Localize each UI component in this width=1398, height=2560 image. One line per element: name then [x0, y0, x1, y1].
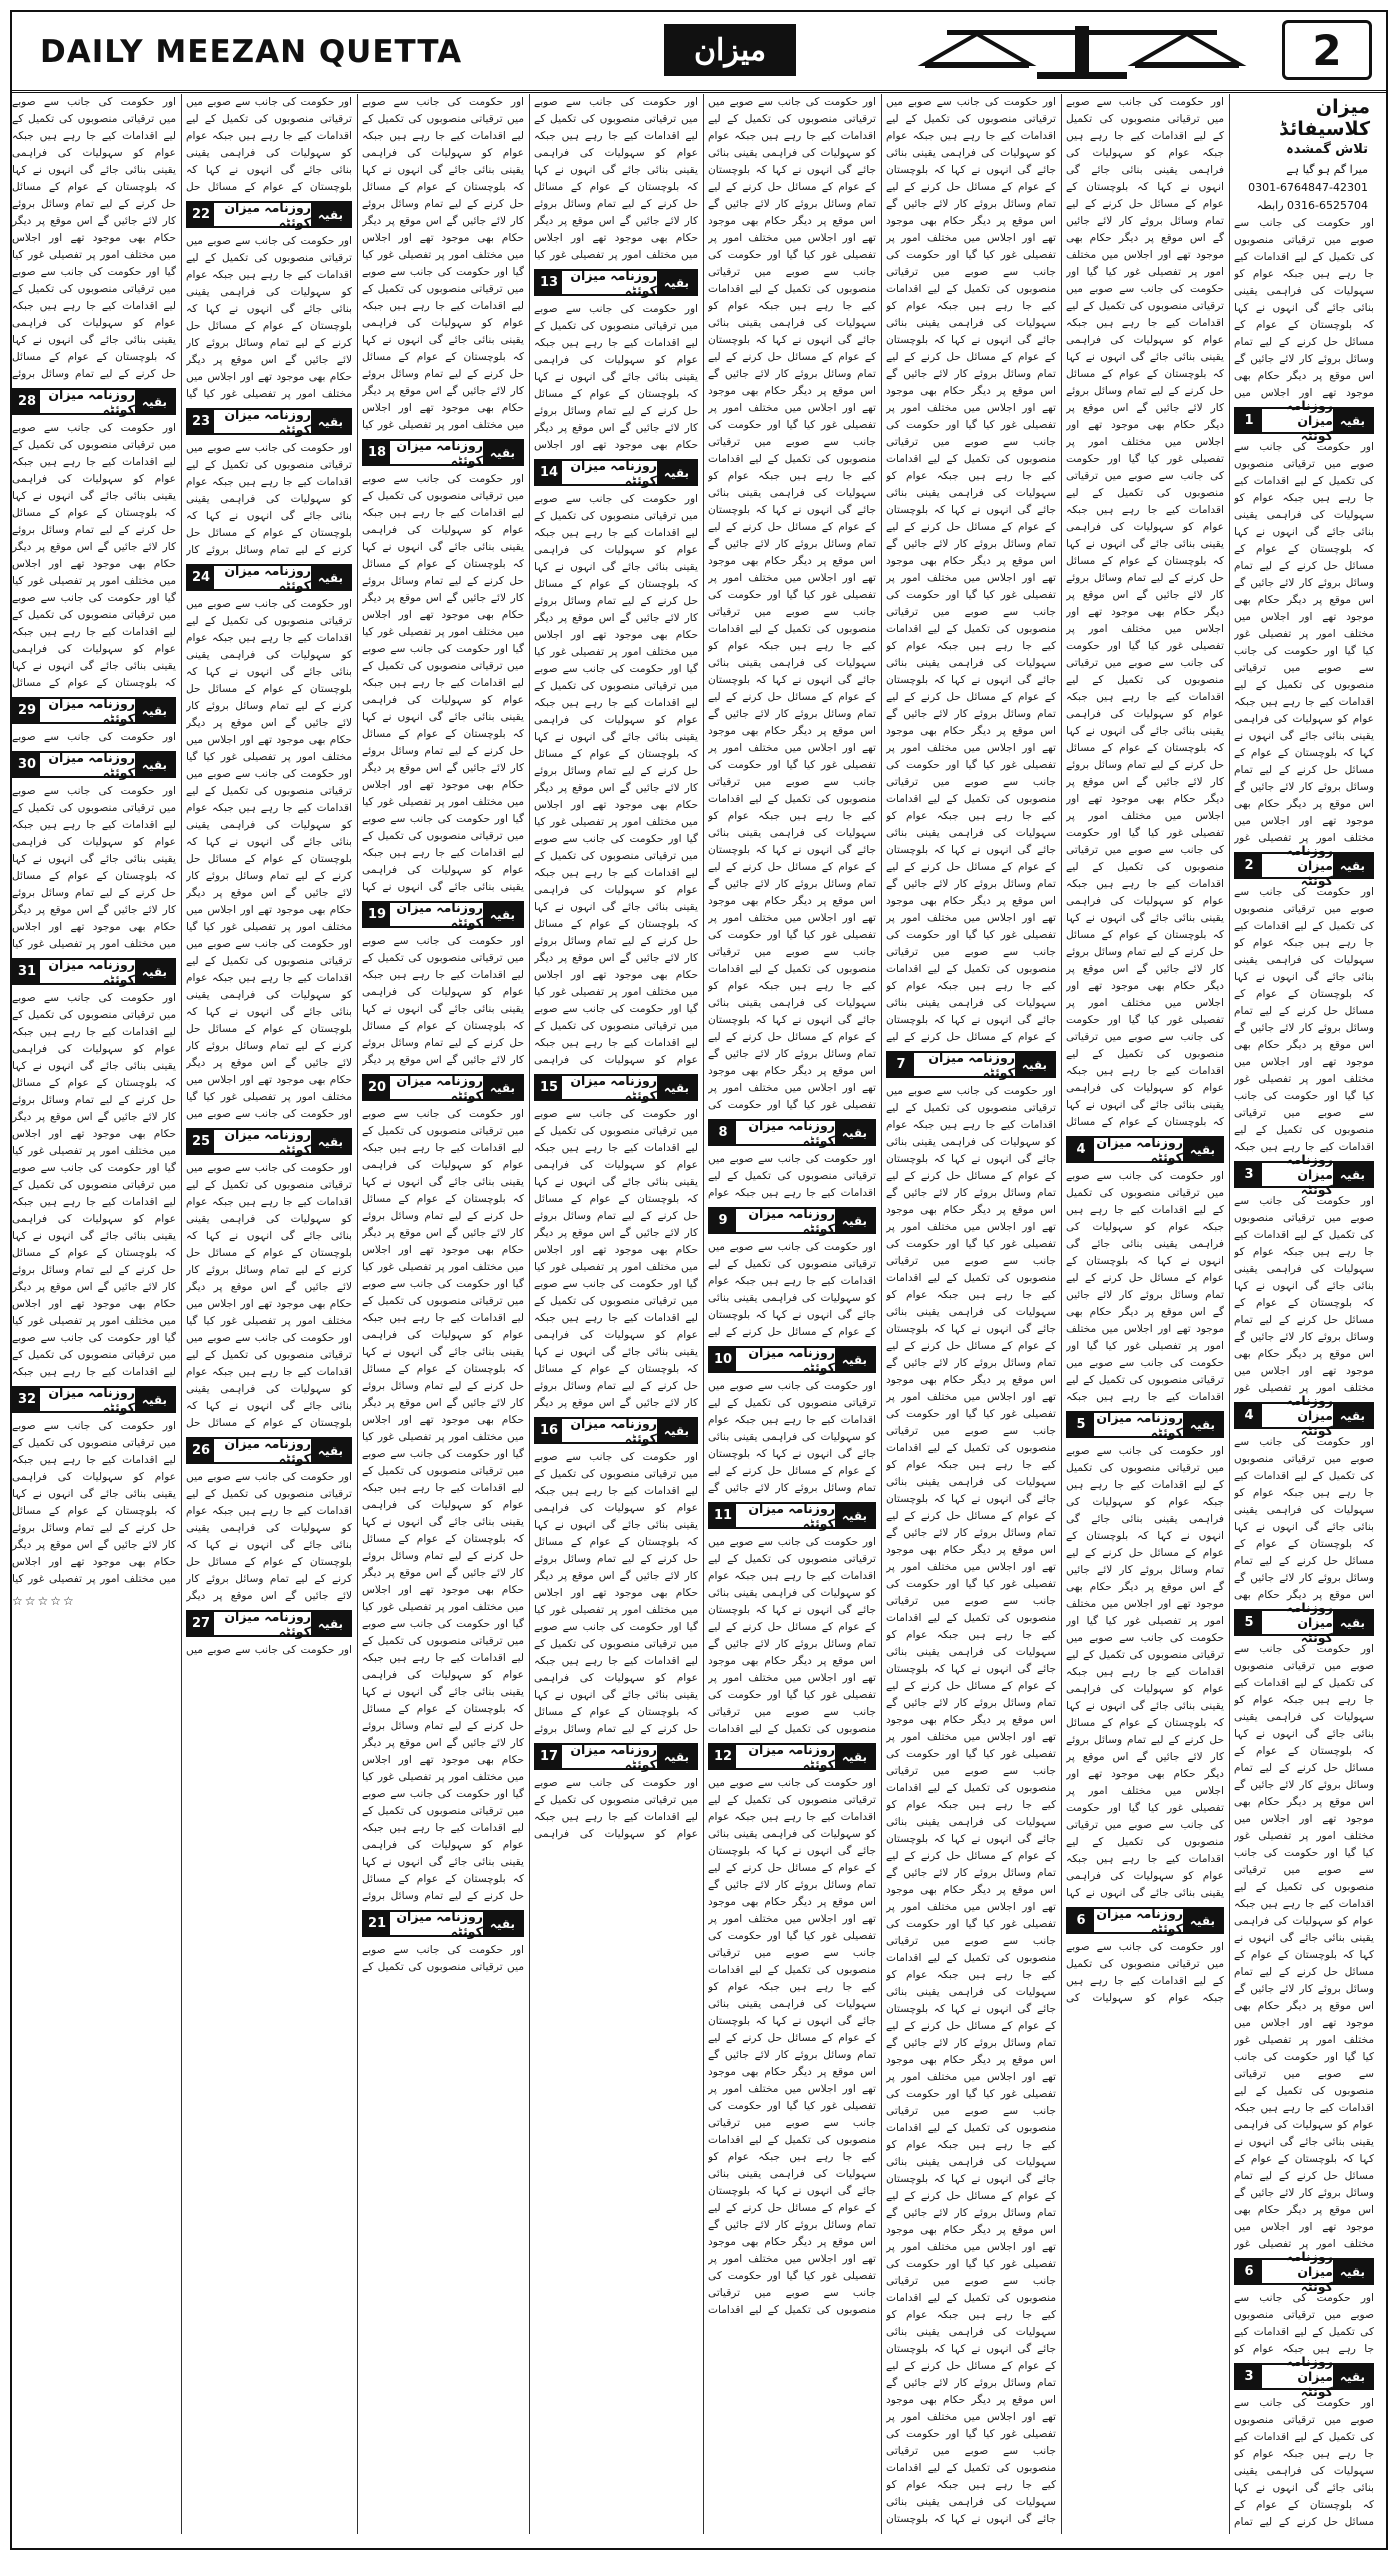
continued-label: بقیہ — [657, 1745, 696, 1768]
continued-label: بقیہ — [835, 1504, 874, 1527]
article-text: اور حکومت کی جانب سے صوبے میں ترقیاتی منصوبوں کی تکمیل کے لیے اقدامات کیے جا رہے ہیں جبکہ عوام کو سہولیات کی فراہمی یقینی بنائی جائے گی انہوں نے کہا کہ بلوچستان کے عوام کے مسائل حل کرنے کے لیے تمام وسائل بروئے کار لائے جائیں گے اس موقع پر دیگر حکام بھی موجود تھے اور اجلاس میں مختلف امور پر تفصیلی غور کیا — [12, 1420, 176, 1585]
continued-number: 10 — [710, 1348, 736, 1371]
continued-label: بقیہ — [1333, 854, 1372, 877]
continued-number: 17 — [536, 1745, 562, 1768]
article-text: اور حکومت کی جانب سے صوبے میں ترقیاتی منصوبوں کی تکمیل کے لیے اقدامات کیے جا رہے ہیں جبکہ عوام کو سہولیات کی فراہمی یقینی بنائی جائے گی انہوں نے کہا کہ بلوچستان کے عوام کے مسائل حل کرنے کے لیے تمام وسائل بروئے کار لائے جائیں گے اس موقع پر دیگر حکام بھی موجود تھے اور اجلاس میں — [1234, 217, 1374, 399]
continued-paper-name: روزنامہ میزان کوئٹہ — [48, 956, 135, 987]
continued-header — [12, 697, 176, 724]
continued-paper-name: روزنامہ میزان کوئٹہ — [224, 1435, 311, 1466]
continued-label: بقیہ — [1333, 2365, 1372, 2388]
article-text: اور حکومت کی جانب سے صوبے میں ترقیاتی منصوبوں کی تکمیل کے لیے اقدامات کیے جا رہے ہیں جبکہ عوام کو سہولیات کی فراہمی یقینی بنائی جائے گی انہوں نے کہا کہ بلوچستان کے عوام کے مسائل حل کرنے کے لیے تمام وسائل بروئے کار لائے جائیں گے اس موقع پر دیگر حکام بھی موجود تھے اور اجلاس میں مختلف امور پر تفصیلی غور — [1234, 1195, 1374, 1394]
continued-header — [708, 1743, 876, 1770]
continued-label: بقیہ — [311, 1130, 350, 1153]
continued-number: 1 — [1236, 409, 1262, 432]
continued-number: 18 — [364, 441, 390, 464]
continued-label: بقیہ — [1333, 1404, 1372, 1427]
article-text: اور حکومت کی جانب سے صوبے میں ترقیاتی منصوبوں کی تکمیل کے لیے اقدامات کیے جا رہے ہیں جبکہ عوام کو — [1234, 2292, 1374, 2355]
article-text: اور حکومت کی جانب سے صوبے میں ترقیاتی منصوبوں کی تکمیل کے لیے اقدامات کیے جا رہے ہیں جبکہ عوام کو سہولیات کی فراہمی یقینی بنائی جائے گی انہوں نے کہا کہ بلوچستان کے عوام کے مسائل حل کرنے کے لیے تمام وسائل بروئے کار لائے جائیں گے اس موقع پر دیگر حکام بھی موجود تھے اور اجلاس میں مختلف امور پر تفصیلی غور کیا گیا اور حکومت کی جانب سے صوبے میں ترقیاتی منصوبوں کی تکمیل کے لیے اقدامات — [708, 1536, 876, 1735]
continued-label: بقیہ — [1183, 1138, 1222, 1161]
continued-paper-name: روزنامہ میزان کوئٹہ — [396, 1072, 483, 1103]
article-text: اور حکومت کی جانب سے صوبے میں ترقیاتی منصوبوں کی تکمیل کے لیے اقدامات کیے جا رہے ہیں جبکہ عوام کو سہولیات کی فراہمی یقینی بنائی جائے گی انہوں نے کہا کہ بلوچستان کے عوام کے مسائل حل کرنے کے لیے تمام وسائل بروئے کار لائے جائیں گے اس موقع پر دیگر حکام بھی موجود تھے اور اجلاس میں مختلف امور پر تفصیلی غور کیا — [534, 96, 698, 261]
continued-paper-name: روزنامہ میزان کوئٹہ — [1286, 1393, 1333, 1438]
continued-header — [534, 1743, 698, 1770]
continued-label: بقیہ — [657, 271, 696, 294]
news-column-6 — [362, 94, 524, 2534]
continued-label: بقیہ — [657, 1076, 696, 1099]
article-text: اور حکومت کی جانب سے صوبے میں ترقیاتی منصوبوں کی تکمیل کے لیے اقدامات کیے جا رہے ہیں جبکہ عوام کو سہولیات کی فراہمی یقینی بنائی جائے گی انہوں نے کہا کہ بلوچستان کے عوام کے مسائل حل کرنے کے لیے تمام وسائل بروئے کار لائے جائیں گے اس موقع پر دیگر حکام بھی موجود تھے اور اجلاس میں مختلف امور پر تفصیلی غور کیا گیا اور حکومت کی جانب سے صوبے میں ترقیاتی منصوبوں کی تکمیل کے لیے اقدامات کیے جا رہے ہیں جبکہ عوام کو سہولیات کی فراہمی یقینی بنائی جائے گی انہوں نے کہا کہ بلوچستان کے عوام کے مسائل حل کرنے کے لیے تمام وسائل بروئے کار لائے جائیں گے اس موقع پر دیگر حکام بھی موجود تھے اور اجلاس میں مختلف امور پر تفصیلی غور کیا گیا اور حکومت کی جانب سے صوبے میں ترقیاتی منصوبوں کی تکمیل کے لیے اقدامات کیے جا رہے ہیں جبکہ عوام کو سہولیات کی فراہمی یقینی بنائی جائے گی انہوں نے کہا کہ بلوچستان کے عوام کے مسائل حل کرنے کے لیے تمام وسائل بروئے کار لائے جائیں گے اس موقع پر دیگر حکام بھی موجود تھے اور اجلاس میں مختلف امور پر تفصیلی غور کیا گیا اور حکومت کی جانب سے صوبے میں ترقیاتی منصوبوں کی تکمیل کے لیے اقدامات — [708, 1777, 876, 2316]
article-text: اور حکومت کی جانب سے صوبے میں ترقیاتی منصوبوں کی تکمیل کے لیے اقدامات کیے جا رہے ہیں جبکہ عوام کو سہولیات کی فراہمی یقینی بنائی جائے گی انہوں نے کہا کہ بلوچستان کے عوام کے مسائل حل کرنے کے لیے تمام وسائل بروئے کار — [186, 442, 352, 556]
continued-label: بقیہ — [835, 1348, 874, 1371]
continued-paper-name: روزنامہ میزان کوئٹہ — [570, 1741, 657, 1772]
article-text: اور حکومت کی جانب سے صوبے میں ترقیاتی منصوبوں کی تکمیل کے لیے اقدامات کیے جا رہے ہیں جبکہ عوام کو سہولیات کی فراہمی یقینی بنائی جائے گی انہوں نے کہا کہ بلوچستان کے عوام کے مسائل حل کرنے کے لیے تمام وسائل بروئے کار لائے جائیں گے اس موقع پر دیگر حکام بھی موجود تھے اور اجلاس میں مختلف امور پر تفصیلی غور کیا گیا اور حکومت کی جانب سے صوبے میں ترقیاتی منصوبوں کی تکمیل کے لیے اقدامات کیے جا رہے ہیں جبکہ عوام کو سہولیات کی فراہمی یقینی بنائی جائے گی انہوں نے کہا کہ بلوچستان کے عوام کے مسائل حل کرنے کے لیے تمام وسائل بروئے کار لائے جائیں گے اس موقع پر دیگر حکام بھی موجود تھے اور اجلاس میں مختلف امور پر تفصیلی غور کیا — [362, 96, 524, 431]
continued-number: 24 — [188, 566, 214, 589]
column-rule — [357, 94, 358, 2534]
article-text: اور حکومت کی جانب سے صوبے میں ترقیاتی منصوبوں کی تکمیل کے لیے اقدامات کیے جا رہے ہیں جبکہ عوام کو سہولیات کی فراہمی یقینی بنائی جائے گی انہوں نے کہا کہ بلوچستان کے عوام کے مسائل حل کرنے کے لیے تمام وسائل بروئے کار لائے جائیں گے اس موقع پر دیگر — [362, 935, 524, 1066]
continued-paper-name: روزنامہ میزان کوئٹہ — [748, 1741, 835, 1772]
continued-paper-name: روزنامہ میزان کوئٹہ — [570, 1415, 657, 1446]
continued-paper-name: روزنامہ میزان کوئٹہ — [1096, 1905, 1183, 1936]
newspaper-page — [10, 10, 1388, 2550]
article-text: اور حکومت کی جانب سے صوبے میں ترقیاتی منصوبوں کی تکمیل کے لیے اقدامات کیے جا رہے ہیں جبکہ عوام کو سہولیات کی فراہمی یقینی بنائی جائے گی انہوں نے کہا کہ بلوچستان کے عوام کے مسائل حل کرنے کے لیے تمام وسائل بروئے کار لائے جائیں گے — [708, 1380, 876, 1494]
article-text: اور حکومت کی جانب سے صوبے میں ترقیاتی منصوبوں کی تکمیل کے لیے اقدامات کیے جا رہے ہیں جبکہ عوام کو سہولیات کی فراہمی یقینی بنائی جائے گی انہوں نے کہا کہ بلوچستان کے عوام کے مسائل حل کرنے کے لیے تمام وسائل بروئے کار لائے جائیں گے اس موقع پر دیگر حکام بھی موجود تھے اور اجلاس میں مختلف امور پر تفصیلی غور کیا گیا اور حکومت کی جانب سے صوبے میں ترقیاتی منصوبوں کی تکمیل کے لیے اقدامات کیے جا رہے ہیں جبکہ عوام کو سہولیات کی فراہمی یقینی بنائی جائے گی انہوں نے کہا کہ بلوچستان کے عوام کے مسائل حل کرنے کے لیے تمام وسائل بروئے کار لائے جائیں گے اس موقع پر دیگر حکام بھی موجود تھے اور اجلاس میں مختلف امور پر تفصیلی غور کیا گیا اور حکومت کی جانب سے صوبے میں ترقیاتی منصوبوں کی تکمیل کے لیے اقدامات کیے جا رہے ہیں جبکہ عوام کو سہولیات کی فراہمی یقینی بنائی جائے گی انہوں نے کہا کہ بلوچستان کے عوام کے مسائل حل کرنے کے لیے تمام وسائل بروئے کار لائے جائیں گے اس موقع پر دیگر حکام بھی موجود تھے اور اجلاس میں مختلف امور پر تفصیلی غور کیا گیا اور حکومت کی جانب سے صوبے میں ترقیاتی منصوبوں کی تکمیل کے لیے اقدامات کیے جا رہے ہیں جبکہ عوام کو سہولیات کی فراہمی — [534, 493, 698, 1066]
continued-label: بقیہ — [835, 1745, 874, 1768]
continued-label: بقیہ — [135, 1388, 174, 1411]
continued-label: بقیہ — [135, 390, 174, 413]
end-stars: ☆☆☆☆☆ — [12, 1594, 76, 1608]
continued-paper-name: روزنامہ میزان کوئٹہ — [48, 1384, 135, 1415]
continued-paper-name: روزنامہ میزان کوئٹہ — [570, 267, 657, 298]
article-text: اور حکومت کی جانب سے صوبے میں ترقیاتی منصوبوں کی تکمیل کے لیے اقدامات کیے جا رہے ہیں جبکہ عوام کو سہولیات کی فراہمی یقینی بنائی جائے گی انہوں نے کہا کہ بلوچستان کے عوام کے مسائل حل کرنے کے لیے تمام وسائل بروئے کار لائے جائیں گے اس موقع پر دیگر حکام بھی موجود تھے اور اجلاس — [534, 303, 698, 451]
continued-header — [708, 1207, 876, 1234]
continued-label: بقیہ — [1183, 1909, 1222, 1932]
article-text: اور حکومت کی جانب سے صوبے میں ترقیاتی منصوبوں کی تکمیل کے لیے اقدامات کیے جا رہے ہیں جبکہ عوام کو سہولیات کی فراہمی یقینی بنائی جائے گی انہوں نے کہا کہ بلوچستان کے عوام کے مسائل حل کرنے کے لیے تمام وسائل بروئے کار لائے جائیں گے اس موقع پر دیگر حکام بھی موجود تھے اور اجلاس میں مختلف امور پر تفصیلی غور کیا گیا اور حکومت کی جانب سے صوبے میں ترقیاتی منصوبوں کی تکمیل کے لیے اقدامات کیے جا رہے ہیں جبکہ عوام کو سہولیات کی فراہمی یقینی بنائی جائے گی انہوں نے کہا کہ بلوچستان کے عوام کے مسائل حل کرنے کے لیے تمام وسائل بروئے کار لائے جائیں گے اس موقع پر دیگر — [534, 1108, 698, 1409]
continued-label: بقیہ — [135, 753, 174, 776]
continued-number: 7 — [888, 1053, 914, 1076]
continued-number: 30 — [14, 753, 40, 776]
column-rule — [1229, 94, 1230, 2534]
continued-header — [534, 1417, 698, 1444]
article-text: اور حکومت کی جانب سے صوبے میں ترقیاتی منصوبوں کی تکمیل کے لیے اقدامات کیے جا رہے ہیں جبکہ عوام کو سہولیات کی فراہمی یقینی بنائی جائے گی انہوں نے کہا کہ بلوچستان کے عوام کے مسائل حل کرنے کے لیے تمام وسائل بروئے کار لائے جائیں گے اس موقع پر دیگر حکام بھی موجود تھے اور اجلاس میں مختلف امور پر تفصیلی غور کیا گیا اور حکومت کی جانب سے صوبے میں ترقیاتی منصوبوں کی تکمیل کے لیے اقدامات کیے جا رہے ہیں جبکہ عوام کو سہولیات کی فراہمی یقینی بنائی جائے گی انہوں نے کہا کہ بلوچستان کے عوام کے مسائل حل کرنے کے لیے تمام وسائل بروئے کار لائے جائیں گے اس موقع پر دیگر حکام بھی موجود تھے اور اجلاس میں مختلف امور پر تفصیلی غور کیا گیا اور حکومت کی جانب سے صوبے میں ترقیاتی منصوبوں کی تکمیل کے لیے اقدامات کیے جا رہے ہیں جبکہ عوام کو سہولیات کی فراہمی یقینی بنائی جائے گی انہوں نے کہا کہ بلوچستان کے عوام کے مسائل حل کرنے کے لیے تمام وسائل بروئے کار لائے جائیں گے اس موقع پر دیگر حکام بھی موجود تھے اور اجلاس میں مختلف امور پر تفصیلی غور کیا گیا اور حکومت کی جانب سے صوبے میں ترقیاتی منصوبوں کی تکمیل کے لیے اقدامات کیے جا رہے ہیں جبکہ عوام کو سہولیات کی فراہمی یقینی بنائی جائے گی انہوں نے کہا کہ بلوچستان کے عوام کے مسائل حل کرنے کے لیے تمام وسائل بروئے کار لائے جائیں گے اس موقع پر دیگر حکام بھی موجود تھے اور اجلاس میں مختلف امور پر تفصیلی غور کیا گیا اور حکومت کی جانب سے صوبے میں ترقیاتی منصوبوں کی تکمیل کے لیے اقدامات کیے جا رہے ہیں جبکہ عوام کو سہولیات کی فراہمی یقینی بنائی جائے گی انہوں نے کہا کہ بلوچستان کے عوام کے مسائل حل کرنے کے لیے تمام وسائل بروئے کار لائے جائیں گے اس موقع پر دیگر حکام بھی موجود تھے اور اجلاس میں مختلف امور پر تفصیلی غور کیا گیا اور حکومت کی جانب سے صوبے میں ترقیاتی منصوبوں کی تکمیل کے لیے اقدامات کیے جا رہے ہیں جبکہ عوام کو سہولیات کی فراہمی یقینی بنائی جائے گی انہوں نے کہا کہ بلوچستان کے عوام کے مسائل — [1066, 96, 1224, 1128]
continued-label: بقیہ — [835, 1209, 874, 1232]
continued-paper-name: روزنامہ میزان کوئٹہ — [1286, 398, 1333, 443]
continued-number: 8 — [710, 1121, 736, 1144]
continued-paper-name: روزنامہ میزان کوئٹہ — [1286, 2249, 1333, 2294]
article-text: اور حکومت کی جانب سے صوبے میں ترقیاتی منصوبوں کی تکمیل کے لیے اقدامات کیے جا رہے ہیں جبکہ عوام کو سہولیات کی فراہمی یقینی بنائی جائے گی انہوں نے کہا کہ بلوچستان کے عوام کے مسائل حل کرنے کے لیے تمام وسائل بروئے کار لائے جائیں گے اس موقع پر دیگر حکام بھی موجود تھے اور اجلاس میں مختلف امور پر تفصیلی غور کیا گیا اور حکومت کی جانب سے صوبے میں ترقیاتی منصوبوں کی تکمیل کے لیے اقدامات کیے جا رہے ہیں جبکہ عوام کو سہولیات کی فراہمی یقینی بنائی جائے گی انہوں نے کہا کہ بلوچستان کے عوام کے مسائل حل کرنے کے لیے تمام وسائل بروئے کار لائے جائیں گے اس موقع پر دیگر حکام بھی موجود تھے اور اجلاس میں مختلف امور پر تفصیلی غور کیا گیا اور حکومت کی جانب سے صوبے میں ترقیاتی منصوبوں کی تکمیل کے لیے اقدامات کیے جا رہے ہیں جبکہ عوام کو سہولیات کی فراہمی یقینی بنائی جائے گی انہوں نے کہا کہ بلوچستان کے عوام کے مسائل حل کرنے کے لیے تمام وسائل بروئے کار لائے جائیں گے اس موقع پر دیگر حکام بھی موجود تھے اور اجلاس میں مختلف امور پر تفصیلی غور کیا گیا اور حکومت کی جانب سے صوبے میں ترقیاتی منصوبوں کی تکمیل کے لیے اقدامات کیے جا رہے ہیں جبکہ عوام کو سہولیات کی فراہمی یقینی بنائی جائے گی انہوں نے کہا کہ بلوچستان کے عوام کے مسائل حل کرنے کے لیے تمام وسائل بروئے کار لائے جائیں گے اس موقع پر دیگر حکام بھی موجود تھے اور اجلاس میں مختلف امور پر تفصیلی غور کیا گیا اور حکومت کی جانب سے صوبے میں ترقیاتی منصوبوں کی تکمیل کے لیے اقدامات کیے جا رہے ہیں جبکہ عوام کو سہولیات کی فراہمی یقینی بنائی جائے گی انہوں نے کہا کہ بلوچستان کے عوام کے مسائل حل کرنے کے لیے تمام وسائل بروئے کار لائے جائیں گے اس موقع پر دیگر حکام بھی موجود تھے اور اجلاس میں مختلف امور پر تفصیلی غور کیا گیا اور حکومت کی جانب سے صوبے میں ترقیاتی منصوبوں کی تکمیل کے لیے اقدامات کیے جا رہے ہیں جبکہ عوام کو سہولیات کی فراہمی یقینی بنائی جائے گی انہوں نے کہا کہ بلوچستان کے عوام کے مسائل حل کرنے کے لیے تمام وسائل بروئے کار لائے جائیں گے اس موقع پر دیگر حکام بھی موجود تھے اور اجلاس میں مختلف امور پر تفصیلی غور کیا گیا اور حکومت کی — [708, 96, 876, 1111]
continued-label: بقیہ — [1333, 2260, 1372, 2283]
continued-header — [186, 1437, 352, 1464]
article-text: اور حکومت کی جانب سے صوبے میں ترقیاتی منصوبوں کی تکمیل کے لیے اقدامات کیے جا رہے ہیں جبکہ عوام کو سہولیات کی فراہمی یقینی بنائی جائے گی انہوں نے کہا کہ بلوچستان کے عوام کے مسائل حل — [186, 96, 352, 193]
continued-label: بقیہ — [1333, 1611, 1372, 1634]
continued-number: 27 — [188, 1612, 214, 1635]
continued-number: 13 — [536, 271, 562, 294]
continued-header — [186, 201, 352, 228]
continued-header — [1234, 398, 1374, 443]
article-text: اور حکومت کی جانب سے صوبے میں ترقیاتی منصوبوں کی تکمیل کے لیے اقدامات کیے جا رہے ہیں جبکہ عوام کو سہولیات کی فراہمی — [534, 1777, 698, 1840]
continued-paper-name: روزنامہ میزان کوئٹہ — [1286, 1600, 1333, 1645]
continued-number: 6 — [1236, 2260, 1262, 2283]
continued-number: 5 — [1068, 1413, 1094, 1436]
continued-label: بقیہ — [311, 1612, 350, 1635]
masthead-title: DAILY MEEZAN QUETTA — [40, 34, 463, 70]
continued-number: 29 — [14, 699, 40, 722]
continued-paper-name: روزنامہ میزان کوئٹہ — [396, 1908, 483, 1939]
continued-label: بقیہ — [1183, 1413, 1222, 1436]
article-text: اور حکومت کی جانب سے صوبے میں ترقیاتی منصوبوں کی تکمیل کے لیے اقدامات کیے جا رہے ہیں جبکہ عوام کو سہولیات کی فراہمی یقینی بنائی جائے گی انہوں نے کہا کہ بلوچستان کے عوام کے مسائل حل کرنے کے لیے — [708, 1241, 876, 1338]
column-rule — [529, 94, 530, 2534]
news-column-1 — [1234, 94, 1374, 2534]
column-rule — [703, 94, 704, 2534]
continued-header — [12, 388, 176, 415]
continued-label: بقیہ — [483, 903, 522, 926]
continued-paper-name: روزنامہ میزان کوئٹہ — [1286, 2354, 1333, 2399]
continued-paper-name: روزنامہ میزان کوئٹہ — [48, 749, 135, 780]
continued-number: 20 — [364, 1076, 390, 1099]
continued-paper-name: روزنامہ میزان کوئٹہ — [570, 457, 657, 488]
masthead — [12, 12, 1386, 93]
continued-paper-name: روزنامہ میزان کوئٹہ — [396, 437, 483, 468]
continued-paper-name: روزنامہ میزان کوئٹہ — [224, 406, 311, 437]
continued-paper-name: روزنامہ میزان کوئٹہ — [1096, 1409, 1183, 1440]
continued-header — [12, 751, 176, 778]
continued-header — [1066, 1136, 1224, 1163]
article-text: اور حکومت کی جانب سے صوبے میں ترقیاتی منصوبوں کی تکمیل کے لیے اقدامات کیے جا رہے ہیں جبکہ عوام کو سہولیات کی فراہمی یقینی بنائی جائے گی انہوں نے کہا کہ بلوچستان کے عوام کے مسائل حل کرنے کے لیے تمام وسائل بروئے کار لائے جائیں گے اس موقع پر دیگر حکام بھی موجود تھے اور اجلاس میں مختلف امور پر تفصیلی غور کیا — [12, 785, 176, 950]
continued-number: 3 — [1236, 2365, 1262, 2388]
continued-number: 31 — [14, 960, 40, 983]
news-column-4 — [708, 94, 876, 2534]
article-text: اور حکومت کی جانب سے صوبے میں ترقیاتی منصوبوں کی تکمیل کے لیے اقدامات کیے جا رہے ہیں جبکہ عوام کو سہولیات کی فراہمی یقینی بنائی جائے گی انہوں نے کہا کہ بلوچستان کے عوام کے مسائل حل کرنے کے لیے تمام — [1234, 2397, 1374, 2528]
continued-header — [1234, 1152, 1374, 1197]
continued-number: 32 — [14, 1388, 40, 1411]
continued-header — [186, 564, 352, 591]
continued-number: 2 — [1236, 854, 1262, 877]
continued-number: 15 — [536, 1076, 562, 1099]
news-column-2 — [1066, 94, 1224, 2534]
article-text: اور حکومت کی جانب سے صوبے میں ترقیاتی منصوبوں کی تکمیل کے لیے اقدامات کیے جا رہے ہیں جبکہ عوام کو سہولیات کی فراہمی یقینی بنائی جائے گی انہوں نے کہا کہ بلوچستان کے عوام کے مسائل حل کرنے کے لیے تمام وسائل بروئے کار لائے جائیں گے اس موقع پر دیگر حکام بھی موجود تھے اور اجلاس میں مختلف امور پر تفصیلی غور کیا گیا اور حکومت کی جانب سے صوبے میں ترقیاتی منصوبوں کی تکمیل کے لیے اقدامات کیے جا رہے ہیں جبکہ عوام کو سہولیات کی فراہمی یقینی بنائی جائے گی انہوں نے کہا کہ بلوچستان کے عوام کے مسائل حل کرنے کے لیے تمام وسائل بروئے — [12, 96, 176, 380]
continued-header — [534, 1074, 698, 1101]
continued-label: بقیہ — [311, 566, 350, 589]
continued-header — [708, 1502, 876, 1529]
continued-number: 3 — [1236, 1163, 1262, 1186]
article-text: اور حکومت کی جانب سے صوبے میں ترقیاتی منصوبوں کی تکمیل کے لیے اقدامات کیے جا رہے ہیں جبکہ عوام کو سہولیات کی فراہمی یقینی بنائی جائے گی انہوں نے کہا کہ بلوچستان کے عوام کے مسائل حل کرنے کے لیے تمام وسائل بروئے کار لائے جائیں گے اس موقع پر دیگر حکام بھی موجود تھے اور اجلاس میں مختلف امور پر تفصیلی غور کیا گیا اور حکومت کی جانب سے صوبے میں ترقیاتی منصوبوں کی تکمیل کے لیے اقدامات کیے جا رہے ہیں جبکہ عوام کو سہولیات کی فراہمی یقینی بنائی جائے گی انہوں نے کہا کہ بلوچستان کے عوام کے مسائل حل کرنے کے لیے تمام وسائل بروئے کار لائے جائیں گے اس موقع پر دیگر حکام بھی موجود تھے اور اجلاس میں مختلف امور پر تفصیلی غور کیا گیا اور حکومت کی جانب سے صوبے میں ترقیاتی منصوبوں کی تکمیل کے لیے اقدامات کیے جا رہے ہیں جبکہ عوام کو سہولیات کی فراہمی یقینی بنائی جائے گی انہوں نے کہا کہ بلوچستان کے عوام کے مسائل حل کرنے کے لیے تمام وسائل بروئے کار لائے جائیں گے اس موقع پر دیگر حکام بھی موجود تھے اور اجلاس میں مختلف امور پر تفصیلی غور کیا گیا اور حکومت کی جانب سے صوبے میں — [186, 598, 352, 1120]
continued-paper-name: روزنامہ میزان کوئٹہ — [748, 1344, 835, 1375]
continued-header — [1234, 1393, 1374, 1438]
continued-number: 4 — [1236, 1404, 1262, 1427]
continued-label: بقیہ — [483, 1912, 522, 1935]
article-text: اور حکومت کی جانب سے صوبے میں ترقیاتی منصوبوں کی تکمیل کے لیے اقدامات کیے جا رہے ہیں جبکہ عوام کو سہولیات کی فراہمی یقینی بنائی جائے گی انہوں نے کہا کہ بلوچستان کے عوام کے مسائل حل کرنے کے لیے تمام وسائل بروئے کار لائے جائیں گے اس موقع پر دیگر حکام بھی موجود تھے اور اجلاس میں مختلف امور پر تفصیلی غور کیا گیا اور حکومت کی جانب سے صوبے میں ترقیاتی منصوبوں کی تکمیل کے لیے اقدامات کیے جا رہے ہیں جبکہ عوام کو سہولیات کی فراہمی یقینی بنائی جائے گی انہوں نے کہا کہ بلوچستان کے عوام کے مسائل حل کرنے کے لیے تمام وسائل بروئے — [534, 1451, 698, 1735]
continued-paper-name: روزنامہ میزان کوئٹہ — [1096, 1134, 1183, 1165]
continued-number: 16 — [536, 1419, 562, 1442]
article-text: اور حکومت کی جانب سے صوبے میں — [186, 1644, 352, 1656]
article-text: اور حکومت کی جانب سے صوبے میں ترقیاتی منصوبوں کی تکمیل کے لیے اقدامات کیے جا رہے ہیں جبکہ عوام کو سہولیات کی — [1066, 1941, 1224, 2004]
news-column-7 — [186, 94, 352, 2534]
article-text: اور حکومت کی جانب سے صوبے میں ترقیاتی منصوبوں کی تکمیل کے — [362, 1944, 524, 1973]
continued-label: بقیہ — [311, 1439, 350, 1462]
continued-number: 21 — [364, 1912, 390, 1935]
news-column-5 — [534, 94, 698, 2534]
continued-label: بقیہ — [1015, 1053, 1054, 1076]
classified-line: 0316-6525704 رابطہ — [1256, 199, 1368, 212]
continued-paper-name: روزنامہ میزان کوئٹہ — [48, 386, 135, 417]
continued-number: 25 — [188, 1130, 214, 1153]
continued-label: بقیہ — [483, 1076, 522, 1099]
article-text: اور حکومت کی جانب سے صوبے میں ترقیاتی منصوبوں کی تکمیل کے لیے اقدامات کیے جا رہے ہیں جبکہ عوام کو سہولیات کی فراہمی یقینی بنائی جائے گی انہوں نے کہا کہ بلوچستان کے عوام کے مسائل حل کرنے کے لیے تمام وسائل بروئے کار لائے جائیں گے اس موقع پر دیگر — [186, 1471, 352, 1602]
article-text: اور حکومت کی جانب سے صوبے میں ترقیاتی منصوبوں کی تکمیل کے لیے اقدامات کیے جا رہے ہیں جبکہ عوام کو سہولیات کی فراہمی یقینی بنائی جائے گی انہوں نے کہا کہ بلوچستان کے عوام کے مسائل حل کرنے کے لیے تمام وسائل بروئے کار لائے جائیں گے اس موقع پر دیگر حکام بھی موجود تھے اور اجلاس میں مختلف امور پر تفصیلی غور کیا گیا اور حکومت کی جانب سے صوبے میں ترقیاتی منصوبوں کی تکمیل کے لیے اقدامات کیے جا رہے ہیں جبکہ عوام کو سہولیات کی فراہمی یقینی بنائی جائے گی انہوں نے کہا کہ بلوچستان کے عوام کے مسائل حل کرنے کے لیے تمام وسائل بروئے کار لائے جائیں گے اس موقع پر دیگر حکام بھی موجود تھے اور اجلاس میں مختلف امور پر تفصیلی غور کیا گیا اور حکومت کی جانب سے صوبے میں ترقیاتی منصوبوں کی تکمیل کے لیے اقدامات کیے جا رہے ہیں جبکہ — [12, 992, 176, 1378]
continued-label: بقیہ — [311, 410, 350, 433]
continued-number: 9 — [710, 1209, 736, 1232]
continued-header — [362, 1910, 524, 1937]
article-text: اور حکومت کی جانب سے صوبے میں ترقیاتی منصوبوں کی تکمیل کے لیے اقدامات کیے جا رہے ہیں جبکہ عوام کو سہولیات کی فراہمی یقینی بنائی جائے گی انہوں نے کہا کہ بلوچستان کے عوام کے مسائل حل کرنے کے لیے تمام وسائل بروئے کار لائے جائیں گے اس موقع پر دیگر حکام بھی — [1234, 1436, 1374, 1601]
continued-paper-name: روزنامہ میزان کوئٹہ — [1286, 1152, 1333, 1197]
continued-header — [1234, 2249, 1374, 2294]
article-text: اور حکومت کی جانب سے صوبے میں ترقیاتی منصوبوں کی تکمیل کے لیے اقدامات کیے جا رہے ہیں جبکہ عوام کو سہولیات کی فراہمی یقینی بنائی جائے گی انہوں نے کہا کہ بلوچستان کے عوام کے مسائل حل کرنے کے لیے تمام وسائل بروئے کار لائے جائیں گے اس موقع پر دیگر حکام بھی موجود تھے اور اجلاس میں مختلف امور پر تفصیلی غور کیا گیا اور حکومت کی جانب سے صوبے میں ترقیاتی منصوبوں کی تکمیل کے لیے اقدامات کیے جا رہے ہیں جبکہ عوام کو سہولیات کی فراہمی یقینی بنائی جائے گی انہوں نے کہا کہ بلوچستان کے عوام کے مسائل حل — [186, 1162, 352, 1429]
continued-label: بقیہ — [835, 1121, 874, 1144]
continued-header — [12, 1386, 176, 1413]
continued-label: بقیہ — [135, 960, 174, 983]
article-text: اور حکومت کی جانب سے صوبے میں ترقیاتی منصوبوں کی تکمیل کے لیے اقدامات کیے جا رہے ہیں جبکہ عوام کو سہولیات کی فراہمی یقینی بنائی جائے گی انہوں نے کہا کہ بلوچستان کے عوام کے مسائل حل کرنے کے لیے تمام وسائل بروئے کار لائے جائیں گے اس موقع پر دیگر حکام بھی موجود تھے اور اجلاس میں مختلف امور پر تفصیلی غور کیا گیا اور حکومت کی جانب سے صوبے میں ترقیاتی منصوبوں کی تکمیل کے لیے اقدامات کیے جا رہے ہیں جبکہ عوام کو سہولیات کی فراہمی یقینی بنائی جائے گی انہوں نے کہا کہ بلوچستان کے عوام کے مسائل حل کرنے کے لیے تمام وسائل بروئے کار لائے جائیں گے اس موقع پر دیگر حکام بھی موجود تھے اور اجلاس میں مختلف امور پر تفصیلی غور کیا گیا اور حکومت کی جانب سے صوبے میں ترقیاتی منصوبوں کی تکمیل کے لیے اقدامات کیے جا رہے ہیں جبکہ عوام کو سہولیات کی فراہمی یقینی بنائی جائے گی انہوں نے کہا کہ بلوچستان کے عوام کے مسائل حل کرنے کے لیے تمام وسائل بروئے کار لائے جائیں گے اس موقع پر دیگر حکام بھی موجود تھے اور اجلاس میں مختلف امور پر تفصیلی غور کیا گیا اور حکومت کی جانب سے صوبے میں ترقیاتی منصوبوں کی تکمیل کے لیے اقدامات کیے جا رہے ہیں جبکہ عوام کو سہولیات کی فراہمی یقینی بنائی جائے گی انہوں نے کہا کہ بلوچستان کے عوام کے مسائل حل کرنے کے لیے تمام وسائل بروئے کار لائے جائیں گے اس موقع پر دیگر حکام بھی موجود تھے اور اجلاس میں مختلف امور پر تفصیلی غور کیا گیا اور حکومت کی جانب سے صوبے میں ترقیاتی منصوبوں کی تکمیل کے لیے اقدامات کیے جا رہے ہیں جبکہ عوام کو سہولیات کی فراہمی یقینی بنائی جائے گی انہوں نے کہا کہ بلوچستان کے عوام کے مسائل حل کرنے کے لیے تمام وسائل بروئے کار لائے جائیں گے اس موقع پر دیگر حکام بھی موجود تھے اور اجلاس میں مختلف امور پر تفصیلی غور کیا گیا اور حکومت کی جانب سے صوبے میں ترقیاتی منصوبوں کی تکمیل کے لیے اقدامات کیے جا رہے ہیں جبکہ عوام کو سہولیات کی فراہمی یقینی بنائی جائے گی انہوں نے کہا کہ بلوچستان کے عوام کے مسائل حل کرنے کے لیے — [886, 96, 1056, 1043]
column-rule — [881, 94, 882, 2534]
classified-box — [1234, 96, 1374, 215]
classified-title: میزان کلاسیفائڈ — [1279, 96, 1370, 140]
news-column-8 — [12, 94, 176, 2534]
continued-header — [1234, 843, 1374, 888]
article-text: اور حکومت کی جانب سے صوبے میں ترقیاتی منصوبوں کی تکمیل کے لیے اقدامات کیے جا رہے ہیں جبکہ عوام کو سہولیات کی فراہمی یقینی بنائی جائے گی انہوں نے کہا کہ بلوچستان کے عوام کے مسائل حل کرنے کے لیے تمام وسائل بروئے کار لائے جائیں گے اس موقع پر دیگر حکام بھی موجود تھے اور اجلاس میں مختلف امور پر تفصیلی غور کیا گیا اور حکومت کی جانب سے صوبے میں ترقیاتی منصوبوں کی تکمیل کے لیے اقدامات کیے جا رہے ہیں جبکہ عوام کو سہولیات کی فراہمی یقینی بنائی جائے گی انہوں نے کہا کہ بلوچستان کے عوام کے مسائل حل کرنے کے لیے تمام وسائل بروئے کار لائے جائیں گے اس موقع پر دیگر حکام بھی موجود تھے اور اجلاس میں مختلف امور پر تفصیلی غور — [1234, 441, 1374, 844]
continued-number: 23 — [188, 410, 214, 433]
continued-header — [186, 408, 352, 435]
continued-paper-name: روزنامہ میزان کوئٹہ — [1286, 843, 1333, 888]
continued-number: 14 — [536, 461, 562, 484]
continued-header — [362, 1074, 524, 1101]
continued-paper-name: روزنامہ میزان کوئٹہ — [224, 562, 311, 593]
continued-number: 5 — [1236, 1611, 1262, 1634]
continued-paper-name: روزنامہ میزان کوئٹہ — [224, 1126, 311, 1157]
continued-header — [708, 1119, 876, 1146]
masthead-logo: میزان — [664, 24, 796, 76]
continued-header — [1066, 1411, 1224, 1438]
continued-header — [708, 1346, 876, 1373]
continued-paper-name: روزنامہ میزان کوئٹہ — [224, 199, 311, 230]
continued-number: 22 — [188, 203, 214, 226]
continued-label: بقیہ — [657, 461, 696, 484]
article-text: اور حکومت کی جانب سے صوبے میں ترقیاتی منصوبوں کی تکمیل کے لیے اقدامات کیے جا رہے ہیں جبکہ عوام کو سہولیات کی فراہمی یقینی بنائی جائے گی انہوں نے کہا کہ بلوچستان کے عوام کے مسائل حل کرنے کے لیے تمام وسائل بروئے کار لائے جائیں گے اس موقع پر دیگر حکام بھی موجود تھے اور اجلاس میں مختلف امور پر تفصیلی غور کیا گیا اور حکومت کی جانب سے صوبے میں ترقیاتی منصوبوں کی تکمیل کے لیے اقدامات کیے جا رہے ہیں جبکہ عوام کو سہولیات کی فراہمی یقینی بنائی جائے گی انہوں نے کہا کہ بلوچستان کے عوام کے مسائل حل کرنے کے لیے تمام وسائل بروئے کار لائے جائیں گے اس موقع پر دیگر حکام بھی موجود تھے اور اجلاس میں مختلف امور پر تفصیلی غور کیا گیا اور حکومت کی جانب سے صوبے میں ترقیاتی منصوبوں کی تکمیل کے لیے اقدامات کیے جا رہے ہیں جبکہ عوام کو سہولیات کی فراہمی یقینی بنائی جائے گی انہوں نے کہا کہ بلوچستان کے عوام کے مسائل حل کرنے کے لیے تمام وسائل بروئے کار لائے جائیں گے اس موقع پر دیگر حکام بھی موجود تھے اور اجلاس میں مختلف امور پر تفصیلی غور — [1234, 1643, 1374, 2250]
continued-paper-name: روزنامہ میزان کوئٹہ — [928, 1049, 1015, 1080]
classified-subtitle: تلاش گمشدہ — [1286, 142, 1368, 157]
continued-header — [12, 958, 176, 985]
column-rule — [1061, 94, 1062, 2534]
continued-number: 26 — [188, 1439, 214, 1462]
continued-number: 19 — [364, 903, 390, 926]
article-text: اور حکومت کی جانب سے صوبے میں ترقیاتی منصوبوں کی تکمیل کے لیے اقدامات کیے جا رہے ہیں جبکہ عوام کو سہولیات کی فراہمی یقینی بنائی جائے گی انہوں نے کہا کہ بلوچستان کے عوام کے مسائل حل کرنے کے لیے تمام وسائل بروئے کار لائے جائیں گے اس موقع پر دیگر حکام بھی موجود تھے اور اجلاس میں مختلف امور پر تفصیلی غور کیا گیا اور حکومت کی جانب سے صوبے میں ترقیاتی منصوبوں کی تکمیل کے لیے اقدامات کیے جا رہے ہیں جبکہ عوام کو سہولیات کی فراہمی یقینی بنائی جائے گی انہوں نے کہا کہ بلوچستان کے عوام کے مسائل حل کرنے کے لیے تمام وسائل بروئے کار لائے جائیں گے اس موقع پر دیگر حکام بھی موجود تھے اور اجلاس میں مختلف امور پر تفصیلی غور کیا گیا اور حکومت کی جانب سے صوبے میں ترقیاتی منصوبوں کی تکمیل کے لیے اقدامات کیے جا رہے ہیں جبکہ عوام کو سہولیات کی فراہمی یقینی بنائی جائے گی انہوں نے کہا کہ بلوچستان کے عوام کے مسائل حل کرنے کے لیے تمام وسائل بروئے کار لائے جائیں گے اس موقع پر دیگر حکام بھی موجود تھے اور اجلاس میں مختلف امور پر تفصیلی غور کیا گیا اور حکومت کی جانب سے صوبے میں ترقیاتی منصوبوں کی تکمیل کے لیے اقدامات کیے جا رہے ہیں جبکہ عوام کو سہولیات کی فراہمی یقینی بنائی جائے گی انہوں نے کہا کہ بلوچستان کے عوام کے مسائل حل کرنے کے لیے تمام وسائل بروئے کار لائے جائیں گے اس موقع پر دیگر حکام بھی موجود تھے اور اجلاس میں مختلف امور پر تفصیلی غور کیا گیا اور حکومت کی جانب سے صوبے میں ترقیاتی منصوبوں کی تکمیل کے لیے اقدامات کیے جا رہے ہیں جبکہ عوام کو سہولیات کی فراہمی یقینی بنائی جائے گی انہوں نے کہا کہ بلوچستان کے عوام کے مسائل حل کرنے کے لیے تمام وسائل بروئے — [362, 1108, 524, 1902]
continued-number: 4 — [1068, 1138, 1094, 1161]
continued-header — [1234, 2354, 1374, 2399]
continued-header — [1066, 1907, 1224, 1934]
article-text: اور حکومت کی جانب سے صوبے میں ترقیاتی منصوبوں کی تکمیل کے لیے اقدامات کیے جا رہے ہیں جبکہ عوام کو سہولیات کی فراہمی یقینی بنائی جائے گی انہوں نے کہا کہ بلوچستان کے عوام کے مسائل حل کرنے کے لیے تمام وسائل بروئے کار لائے جائیں گے اس موقع پر دیگر حکام بھی موجود تھے اور اجلاس میں مختلف امور پر تفصیلی غور کیا گیا اور حکومت کی جانب سے صوبے میں ترقیاتی منصوبوں کی تکمیل کے لیے اقدامات کیے جا رہے ہیں جبکہ — [1066, 1170, 1224, 1403]
continued-header — [886, 1051, 1056, 1078]
article-text: اور حکومت کی جانب سے صوبے میں ترقیاتی منصوبوں کی تکمیل کے لیے اقدامات کیے جا رہے ہیں جبکہ عوام کو سہولیات کی فراہمی یقینی بنائی جائے گی انہوں نے کہا کہ بلوچستان کے عوام کے مسائل حل کرنے کے لیے تمام وسائل بروئے کار لائے جائیں گے اس موقع پر دیگر حکام بھی موجود تھے اور اجلاس میں مختلف امور پر تفصیلی غور کیا گیا اور حکومت کی جانب سے صوبے میں ترقیاتی منصوبوں کی تکمیل کے لیے اقدامات کیے جا رہے ہیں جبکہ عوام کو سہولیات کی فراہمی یقینی بنائی جائے گی انہوں نے کہا کہ بلوچستان کے عوام کے مسائل حل کرنے کے لیے تمام وسائل بروئے کار لائے جائیں گے اس موقع پر دیگر حکام بھی موجود تھے اور اجلاس میں مختلف امور پر تفصیلی غور کیا گیا اور حکومت کی جانب سے صوبے میں ترقیاتی منصوبوں کی تکمیل کے لیے اقدامات کیے جا رہے ہیں جبکہ عوام کو سہولیات کی فراہمی یقینی بنائی جائے گی انہوں نے کہا — [1066, 1445, 1224, 1899]
scale-of-justice-icon — [917, 20, 1247, 82]
continued-paper-name: روزنامہ میزان کوئٹہ — [748, 1205, 835, 1236]
article-text: اور حکومت کی جانب سے صوبے میں ترقیاتی منصوبوں کی تکمیل کے لیے اقدامات کیے جا رہے ہیں جبکہ عوام کو سہولیات کی فراہمی یقینی بنائی جائے گی انہوں نے کہا کہ بلوچستان کے عوام کے مسائل حل کرنے کے لیے تمام وسائل بروئے کار لائے جائیں گے اس موقع پر دیگر حکام بھی موجود تھے اور اجلاس میں مختلف امور پر تفصیلی غور کیا گیا اور حکومت کی جانب سے صوبے میں ترقیاتی منصوبوں کی تکمیل کے لیے اقدامات کیے جا رہے ہیں جبکہ عوام کو سہولیات کی فراہمی یقینی بنائی جائے گی انہوں نے کہا کہ بلوچستان کے عوام کے مسائل — [12, 422, 176, 689]
article-text: اور حکومت کی جانب سے صوبے — [12, 731, 176, 743]
continued-number: 12 — [710, 1745, 736, 1768]
continued-paper-name: روزنامہ میزان کوئٹہ — [748, 1117, 835, 1148]
continued-paper-name: روزنامہ میزان کوئٹہ — [570, 1072, 657, 1103]
continued-number: 28 — [14, 390, 40, 413]
continued-label: بقیہ — [311, 203, 350, 226]
continued-label: بقیہ — [1333, 1163, 1372, 1186]
news-column-3 — [886, 94, 1056, 2534]
article-text: اور حکومت کی جانب سے صوبے میں ترقیاتی منصوبوں کی تکمیل کے لیے اقدامات کیے جا رہے ہیں جبکہ عوام کو سہولیات کی فراہمی یقینی بنائی جائے گی انہوں نے کہا کہ بلوچستان کے عوام کے مسائل حل کرنے کے لیے تمام وسائل بروئے کار لائے جائیں گے اس موقع پر دیگر حکام بھی موجود تھے اور اجلاس میں مختلف امور پر تفصیلی غور کیا گیا اور حکومت کی جانب سے صوبے میں ترقیاتی منصوبوں کی تکمیل کے لیے اقدامات کیے جا رہے ہیں جبکہ عوام کو سہولیات کی فراہمی یقینی بنائی جائے گی انہوں نے کہا کہ بلوچستان کے عوام کے مسائل حل کرنے کے لیے تمام وسائل بروئے کار لائے جائیں گے اس موقع پر دیگر حکام بھی موجود تھے اور اجلاس میں مختلف امور پر تفصیلی غور کیا گیا اور حکومت کی جانب سے صوبے میں ترقیاتی منصوبوں کی تکمیل کے لیے اقدامات کیے جا رہے ہیں جبکہ عوام کو سہولیات کی فراہمی یقینی بنائی جائے گی انہوں نے کہا کہ بلوچستان کے عوام کے مسائل حل کرنے کے لیے تمام وسائل بروئے کار لائے جائیں گے اس موقع پر دیگر حکام بھی موجود تھے اور اجلاس میں مختلف امور پر تفصیلی غور کیا گیا اور حکومت کی جانب سے صوبے میں ترقیاتی منصوبوں کی تکمیل کے لیے اقدامات کیے جا رہے ہیں جبکہ عوام کو سہولیات کی فراہمی یقینی بنائی جائے گی انہوں نے کہا کہ بلوچستان کے عوام کے مسائل حل کرنے کے لیے تمام وسائل بروئے کار لائے جائیں گے اس موقع پر دیگر حکام بھی موجود تھے اور اجلاس میں مختلف امور پر تفصیلی غور کیا گیا اور حکومت کی جانب سے صوبے میں ترقیاتی منصوبوں کی تکمیل کے لیے اقدامات کیے جا رہے ہیں جبکہ عوام کو سہولیات کی فراہمی یقینی بنائی جائے گی انہوں نے کہا کہ بلوچستان کے عوام کے مسائل حل کرنے کے لیے تمام وسائل بروئے کار لائے جائیں گے اس موقع پر دیگر حکام بھی موجود تھے اور اجلاس میں مختلف امور پر تفصیلی غور کیا گیا اور حکومت کی جانب سے صوبے میں ترقیاتی منصوبوں کی تکمیل کے لیے اقدامات کیے جا رہے ہیں جبکہ عوام کو سہولیات کی فراہمی یقینی بنائی جائے گی انہوں نے کہا کہ بلوچستان کے عوام کے مسائل حل کرنے کے لیے تمام وسائل بروئے کار لائے جائیں گے اس موقع پر دیگر حکام بھی موجود تھے اور اجلاس میں مختلف امور پر تفصیلی غور کیا گیا اور حکومت کی جانب سے صوبے میں ترقیاتی منصوبوں کی تکمیل کے لیے اقدامات کیے جا رہے ہیں جبکہ عوام کو سہولیات کی فراہمی یقینی بنائی جائے گی انہوں نے کہا کہ بلوچستان کے عوام کے مسائل حل کرنے کے لیے تمام وسائل بروئے کار لائے جائیں گے اس موقع پر دیگر حکام بھی موجود تھے اور اجلاس میں مختلف امور پر تفصیلی غور کیا گیا اور حکومت کی جانب سے صوبے میں ترقیاتی منصوبوں کی تکمیل کے لیے اقدامات کیے جا رہے ہیں جبکہ عوام کو سہولیات کی فراہمی یقینی بنائی جائے گی انہوں نے کہا کہ بلوچستان کے عوام کے مسائل حل کرنے کے لیے تمام وسائل بروئے کار لائے جائیں گے اس موقع پر دیگر حکام بھی موجود تھے اور اجلاس میں مختلف امور پر تفصیلی غور کیا گیا اور حکومت کی جانب سے صوبے میں ترقیاتی منصوبوں کی تکمیل کے لیے اقدامات کیے جا رہے ہیں جبکہ عوام کو سہولیات کی فراہمی یقینی بنائی جائے گی انہوں نے کہا کہ بلوچستان — [886, 1085, 1056, 2525]
continued-header — [186, 1610, 352, 1637]
continued-paper-name: روزنامہ میزان کوئٹہ — [48, 695, 135, 726]
continued-label: بقیہ — [135, 699, 174, 722]
article-text: اور حکومت کی جانب سے صوبے میں ترقیاتی منصوبوں کی تکمیل کے لیے اقدامات کیے جا رہے ہیں جبکہ عوام — [708, 1153, 876, 1199]
classified-line: 0301-6764847-42301 — [1248, 181, 1368, 194]
continued-label: بقیہ — [1333, 409, 1372, 432]
article-text: اور حکومت کی جانب سے صوبے میں ترقیاتی منصوبوں کی تکمیل کے لیے اقدامات کیے جا رہے ہیں جبکہ عوام کو سہولیات کی فراہمی یقینی بنائی جائے گی انہوں نے کہا کہ بلوچستان کے عوام کے مسائل حل کرنے کے لیے تمام وسائل بروئے کار لائے جائیں گے اس موقع پر دیگر حکام بھی موجود تھے اور اجلاس میں مختلف امور پر تفصیلی غور کیا گیا — [186, 235, 352, 400]
continued-label: بقیہ — [483, 441, 522, 464]
continued-number: 6 — [1068, 1909, 1094, 1932]
column-rule — [181, 94, 182, 2534]
continued-header — [362, 901, 524, 928]
article-text: اور حکومت کی جانب سے صوبے میں ترقیاتی منصوبوں کی تکمیل کے لیے اقدامات کیے جا رہے ہیں جبکہ عوام کو سہولیات کی فراہمی یقینی بنائی جائے گی انہوں نے کہا کہ بلوچستان کے عوام کے مسائل حل کرنے کے لیے تمام وسائل بروئے کار لائے جائیں گے اس موقع پر دیگر حکام بھی موجود تھے اور اجلاس میں مختلف امور پر تفصیلی غور کیا گیا اور حکومت کی جانب سے صوبے میں ترقیاتی منصوبوں کی تکمیل کے لیے اقدامات کیے جا رہے ہیں جبکہ عوام کو سہولیات کی فراہمی یقینی بنائی جائے گی انہوں نے کہا کہ بلوچستان کے عوام کے مسائل حل کرنے کے لیے تمام وسائل بروئے کار لائے جائیں گے اس موقع پر دیگر حکام بھی موجود تھے اور اجلاس میں مختلف امور پر تفصیلی غور کیا گیا اور حکومت کی جانب سے صوبے میں ترقیاتی منصوبوں کی تکمیل کے لیے اقدامات کیے جا رہے ہیں جبکہ عوام کو سہولیات کی فراہمی یقینی بنائی جائے گی انہوں نے کہا — [362, 473, 524, 893]
continued-header — [1234, 1600, 1374, 1645]
continued-number: 11 — [710, 1504, 736, 1527]
continued-header — [362, 439, 524, 466]
classified-line: میرا گم ہو گیا ہے — [1286, 163, 1368, 176]
continued-header — [186, 1128, 352, 1155]
continued-header — [534, 459, 698, 486]
continued-header — [534, 269, 698, 296]
page-number-badge: 2 — [1282, 20, 1372, 80]
continued-paper-name: روزنامہ میزان کوئٹہ — [224, 1608, 311, 1639]
continued-paper-name: روزنامہ میزان کوئٹہ — [396, 899, 483, 930]
continued-label: بقیہ — [657, 1419, 696, 1442]
article-text: اور حکومت کی جانب سے صوبے میں ترقیاتی منصوبوں کی تکمیل کے لیے اقدامات کیے جا رہے ہیں جبکہ عوام کو سہولیات کی فراہمی یقینی بنائی جائے گی انہوں نے کہا کہ بلوچستان کے عوام کے مسائل حل کرنے کے لیے تمام وسائل بروئے کار لائے جائیں گے اس موقع پر دیگر حکام بھی موجود تھے اور اجلاس میں مختلف امور پر تفصیلی غور کیا گیا اور حکومت کی جانب سے صوبے میں ترقیاتی منصوبوں کی تکمیل کے لیے اقدامات کیے جا رہے ہیں جبکہ — [1234, 886, 1374, 1153]
continued-paper-name: روزنامہ میزان کوئٹہ — [748, 1500, 835, 1531]
